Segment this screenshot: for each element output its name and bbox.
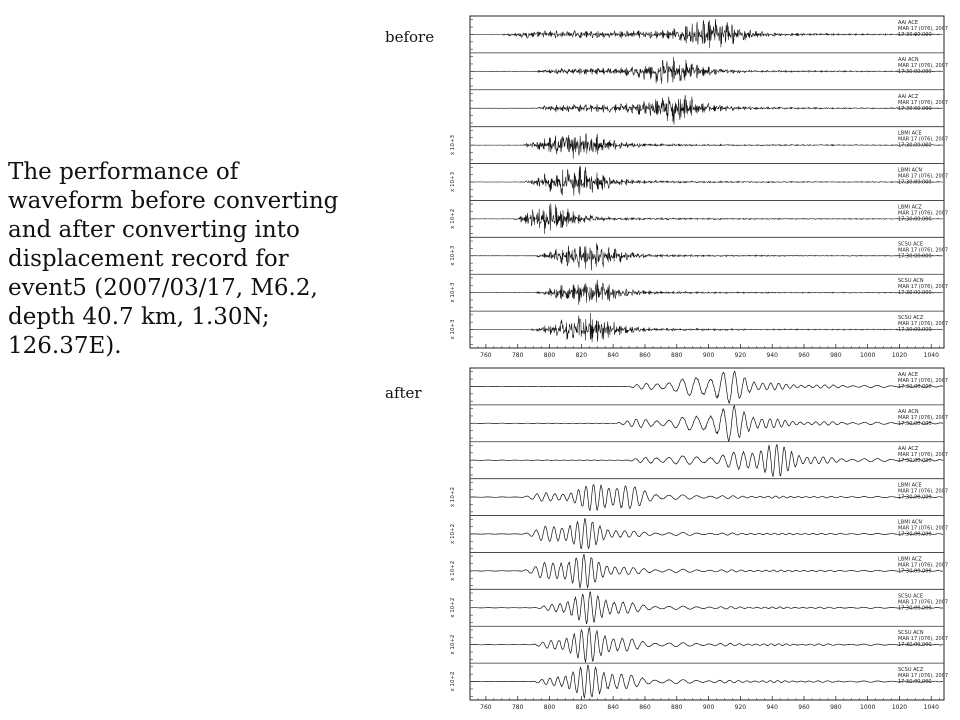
trace-scale-label: x 10+2 bbox=[450, 671, 456, 692]
after-label: after bbox=[385, 384, 422, 402]
x-tick-label: 800 bbox=[543, 704, 556, 711]
trace-row bbox=[450, 552, 948, 587]
trace-row bbox=[450, 479, 948, 512]
trace-row bbox=[470, 371, 948, 403]
waveform-trace bbox=[471, 95, 943, 125]
waveform-trace bbox=[471, 203, 943, 234]
waveform-trace bbox=[471, 19, 943, 48]
x-tick-label: 920 bbox=[734, 352, 747, 359]
waveform-trace bbox=[471, 628, 943, 663]
x-tick-label: 980 bbox=[830, 352, 842, 359]
x-tick-label: 960 bbox=[798, 352, 810, 359]
waveform-trace bbox=[471, 518, 943, 548]
trace-date-label: MAR 17 (076), 2007 bbox=[898, 378, 949, 384]
trace-row bbox=[450, 200, 948, 234]
waveform-trace bbox=[471, 445, 943, 477]
trace-date-label: MAR 17 (076), 2007 bbox=[898, 99, 949, 106]
trace-station-label: LBMI ACE bbox=[898, 130, 922, 137]
trace-station-label: LBMI ACZ bbox=[898, 204, 922, 211]
x-tick-label: 900 bbox=[702, 704, 715, 711]
trace-date-label: MAR 17 (076), 2007 bbox=[898, 599, 949, 606]
trace-station-label: LBMI ACE bbox=[898, 482, 922, 489]
x-tick-label: 800 bbox=[543, 352, 556, 359]
trace-row bbox=[450, 626, 948, 662]
trace-scale-label: x 10+3 bbox=[450, 171, 456, 192]
trace-time-label: 17:30:00.000 bbox=[898, 605, 932, 612]
trace-time-label: 17:30:00.000 bbox=[898, 216, 932, 223]
trace-time-label: 17:30:00.000 bbox=[898, 494, 932, 501]
trace-station-label: SCSU ACE bbox=[898, 241, 924, 248]
trace-scale-label: x 10+3 bbox=[450, 319, 456, 340]
x-tick-label: 860 bbox=[639, 352, 651, 359]
trace-date-label: MAR 17 (076), 2007 bbox=[898, 414, 949, 421]
trace-time-label: 17:30:00.000 bbox=[898, 327, 932, 334]
trace-station-label: SCSU ACN bbox=[898, 278, 924, 285]
trace-date-label: MAR 17 (076), 2007 bbox=[898, 247, 949, 254]
trace-time-label: 17:30:00.000 bbox=[898, 642, 932, 649]
trace-date-label: MAR 17 (076), 2007 bbox=[898, 136, 949, 143]
waveform-trace bbox=[471, 166, 943, 196]
trace-station-label: SCSU ACE bbox=[898, 593, 924, 600]
x-tick-label: 780 bbox=[511, 704, 524, 711]
waveform-trace bbox=[471, 592, 943, 624]
trace-station-label: LBMI ACZ bbox=[898, 556, 922, 563]
trace-scale-label: x 10+2 bbox=[450, 560, 456, 581]
trace-station-label: AAI ACZ bbox=[898, 93, 919, 100]
trace-row bbox=[450, 589, 948, 624]
waveform-trace bbox=[471, 665, 943, 698]
trace-time-label: 17:30:00.000 bbox=[898, 384, 932, 390]
x-tick-label: 1000 bbox=[860, 352, 876, 359]
trace-row bbox=[450, 311, 948, 344]
x-tick-label: 920 bbox=[734, 704, 747, 711]
trace-scale-label: x 10+2 bbox=[450, 208, 456, 229]
trace-scale-label: x 10+2 bbox=[450, 523, 456, 544]
trace-station-label: SCSU ACN bbox=[898, 630, 924, 637]
trace-scale-label: x 10+3 bbox=[450, 282, 456, 303]
trace-row bbox=[470, 90, 948, 125]
trace-time-label: 17:30:00.000 bbox=[898, 679, 932, 686]
x-tick-label: 1020 bbox=[891, 704, 908, 711]
x-tick-label: 900 bbox=[702, 352, 715, 359]
trace-row bbox=[450, 164, 948, 197]
trace-scale-label: x 10+2 bbox=[450, 597, 456, 618]
trace-scale-label: x 10+3 bbox=[450, 135, 456, 156]
trace-date-label: MAR 17 (076), 2007 bbox=[898, 173, 949, 180]
waveform-trace bbox=[471, 313, 943, 342]
before-label: before bbox=[385, 28, 435, 46]
waveform-trace bbox=[471, 134, 943, 159]
x-tick-label: 1000 bbox=[860, 704, 876, 711]
trace-station-label: AAI ACN bbox=[898, 56, 919, 63]
trace-row bbox=[470, 19, 948, 49]
x-tick-label: 820 bbox=[575, 352, 588, 359]
trace-station-label: LBMI ACN bbox=[898, 519, 923, 526]
x-tick-label: 1040 bbox=[923, 704, 939, 711]
trace-row bbox=[450, 663, 948, 698]
x-tick-label: 780 bbox=[511, 352, 524, 359]
trace-row bbox=[450, 237, 948, 270]
x-tick-label: 980 bbox=[830, 704, 842, 711]
trace-time-label: 17:30:00.000 bbox=[898, 32, 932, 38]
waveform-trace bbox=[471, 371, 943, 403]
trace-date-label: MAR 17 (076), 2007 bbox=[898, 210, 949, 217]
trace-time-label: 17:30:00.000 bbox=[898, 142, 932, 149]
trace-row bbox=[470, 53, 948, 86]
x-tick-label: 960 bbox=[798, 704, 810, 711]
trace-station-label: AAI ACE bbox=[898, 20, 919, 26]
x-tick-label: 940 bbox=[766, 704, 778, 711]
x-tick-label: 940 bbox=[766, 352, 778, 359]
trace-date-label: MAR 17 (076), 2007 bbox=[898, 284, 949, 291]
x-tick-label: 760 bbox=[480, 352, 492, 359]
trace-time-label: 17:30:00.000 bbox=[898, 68, 932, 75]
trace-station-label: AAI ACN bbox=[898, 408, 919, 415]
trace-scale-label: x 10+2 bbox=[450, 487, 456, 508]
trace-station-label: SCSU ACZ bbox=[898, 667, 924, 674]
trace-station-label: SCSU ACZ bbox=[898, 315, 924, 322]
trace-time-label: 17:30:00.000 bbox=[898, 420, 932, 427]
waveform-trace bbox=[471, 554, 943, 588]
x-tick-label: 860 bbox=[639, 704, 651, 711]
trace-station-label: AAI ACZ bbox=[898, 445, 919, 452]
trace-date-label: MAR 17 (076), 2007 bbox=[898, 451, 949, 458]
x-tick-label: 880 bbox=[671, 352, 683, 359]
x-tick-label: 760 bbox=[480, 704, 492, 711]
trace-station-label: AAI ACE bbox=[898, 372, 919, 378]
waveform-trace bbox=[471, 243, 943, 270]
trace-time-label: 17:30:00.000 bbox=[898, 290, 932, 297]
x-tick-label: 880 bbox=[671, 704, 683, 711]
trace-station-label: LBMI ACN bbox=[898, 167, 923, 174]
trace-row bbox=[470, 442, 948, 477]
x-tick-label: 840 bbox=[607, 352, 619, 359]
trace-row bbox=[450, 274, 948, 307]
trace-time-label: 17:30:00.000 bbox=[898, 531, 932, 538]
trace-date-label: MAR 17 (076), 2007 bbox=[898, 26, 949, 32]
trace-time-label: 17:30:00.000 bbox=[898, 253, 932, 260]
x-tick-label: 1020 bbox=[891, 352, 908, 359]
trace-date-label: MAR 17 (076), 2007 bbox=[898, 562, 949, 569]
trace-time-label: 17:30:00.000 bbox=[898, 568, 932, 575]
trace-date-label: MAR 17 (076), 2007 bbox=[898, 525, 949, 532]
waveform-trace bbox=[471, 57, 943, 84]
waveform-trace bbox=[471, 406, 943, 441]
x-tick-label: 840 bbox=[607, 704, 619, 711]
x-tick-label: 1040 bbox=[923, 352, 939, 359]
trace-time-label: 17:30:00.000 bbox=[898, 457, 932, 464]
trace-date-label: MAR 17 (076), 2007 bbox=[898, 488, 949, 495]
trace-row bbox=[470, 405, 948, 441]
trace-row bbox=[450, 516, 948, 549]
trace-scale-label: x 10+3 bbox=[450, 245, 456, 266]
waveform-trace bbox=[471, 482, 943, 511]
x-tick-label: 820 bbox=[575, 704, 588, 711]
trace-date-label: MAR 17 (076), 2007 bbox=[898, 673, 949, 680]
before-waveform-panel bbox=[440, 12, 950, 364]
caption-text: The performance of waveform before converting and after converting into displacement record for event5 (2007/03/17, M6.2, depth 40.7 km, 1.30N; 126.37E). bbox=[8, 159, 339, 359]
trace-date-label: MAR 17 (076), 2007 bbox=[898, 62, 949, 69]
trace-row bbox=[450, 127, 948, 160]
waveform-trace bbox=[471, 280, 943, 305]
after-waveform-panel bbox=[440, 364, 950, 716]
trace-date-label: MAR 17 (076), 2007 bbox=[898, 636, 949, 643]
trace-time-label: 17:30:00.000 bbox=[898, 105, 932, 112]
trace-scale-label: x 10+2 bbox=[450, 634, 456, 655]
trace-date-label: MAR 17 (076), 2007 bbox=[898, 321, 949, 328]
trace-time-label: 17:30:00.000 bbox=[898, 179, 932, 186]
